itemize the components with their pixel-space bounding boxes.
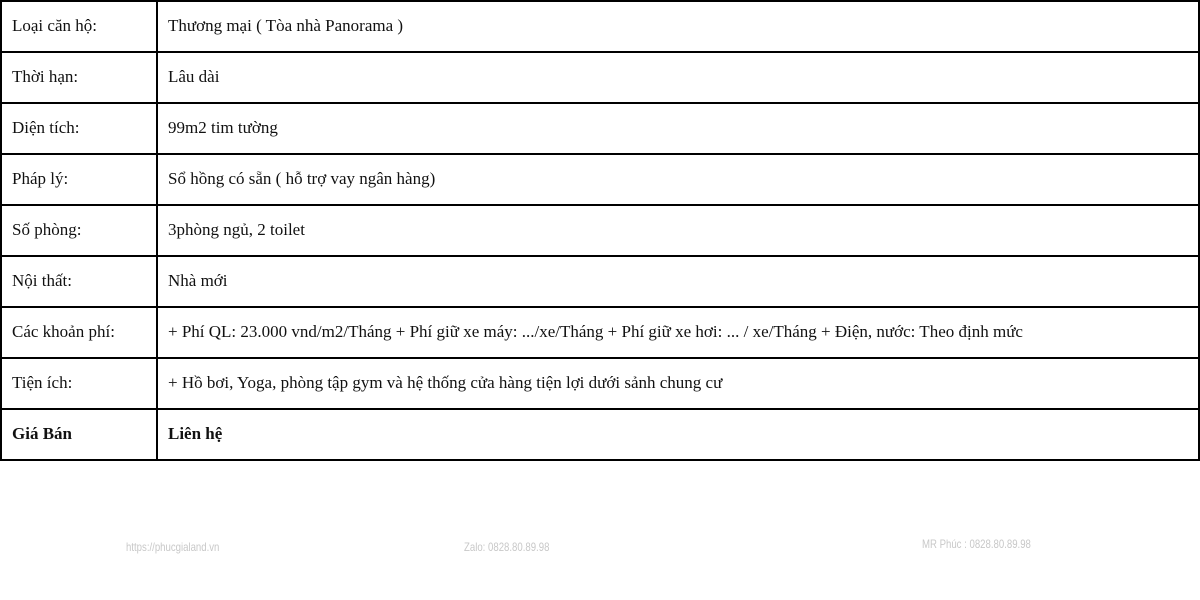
watermark-website: https://phucgialand.vn: [126, 540, 220, 554]
row-value-furniture: Nhà mới: [157, 256, 1199, 307]
table-row: [1, 154, 1199, 205]
row-label-apartment-type: Loại căn hộ:: [1, 1, 157, 52]
row-label-term: Thời hạn:: [1, 52, 157, 103]
table-row: [1, 205, 1199, 256]
table-row: [1, 256, 1199, 307]
row-value-price: Liên hệ: [157, 409, 1199, 460]
row-label-area: Diện tích:: [1, 103, 157, 154]
table-row: [1, 52, 1199, 103]
row-label-legal: Pháp lý:: [1, 154, 157, 205]
row-value-term: Lâu dài: [157, 52, 1199, 103]
row-value-amenities: + Hồ bơi, Yoga, phòng tập gym và hệ thống cửa hàng tiện lợi dưới sảnh chung cư: [157, 358, 1199, 409]
row-value-apartment-type: Thương mại ( Tòa nhà Panorama ): [157, 1, 1199, 52]
row-label-fees: Các khoản phí:: [1, 307, 157, 358]
table-row: [1, 307, 1199, 358]
row-value-legal: Sổ hồng có sẵn ( hỗ trợ vay ngân hàng): [157, 154, 1199, 205]
row-label-amenities: Tiện ích:: [1, 358, 157, 409]
watermark-zalo: Zalo: 0828.80.89.98: [464, 540, 550, 554]
table-row: [1, 358, 1199, 409]
table-row: [1, 103, 1199, 154]
row-value-area: 99m2 tim tường: [157, 103, 1199, 154]
row-label-rooms: Số phòng:: [1, 205, 157, 256]
watermark-contact: MR Phúc : 0828.80.89.98: [922, 537, 1031, 551]
row-value-fees: + Phí QL: 23.000 vnd/m2/Tháng + Phí giữ xe máy: .../xe/Tháng + Phí giữ xe hơi: ... / xe/Tháng + Điện, nước: Theo định mức: [157, 307, 1199, 358]
row-label-price: Giá Bán: [1, 409, 157, 460]
row-value-rooms: 3phòng ngủ, 2 toilet: [157, 205, 1199, 256]
table-row: [1, 409, 1199, 460]
table-row: [1, 1, 1199, 52]
row-label-furniture: Nội thất:: [1, 256, 157, 307]
